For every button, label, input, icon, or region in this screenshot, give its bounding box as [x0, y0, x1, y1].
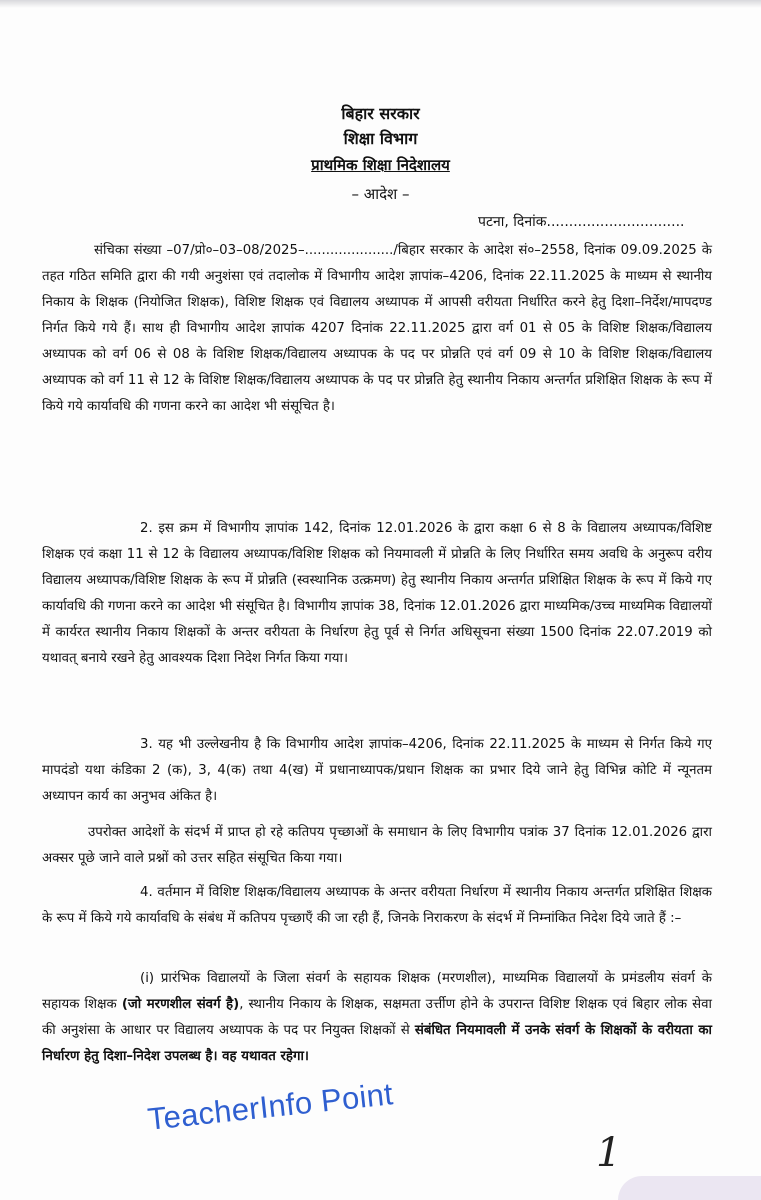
order-heading: – आदेश –	[351, 185, 410, 203]
paragraph-1: संचिका संख्या –07/प्रो०–03–08/2025–...................../बिहार सरकार के आदेश सं०–2558, दिनांक 09.09.2025 के तहत गठित समिति द्वारा की गयी अनुशंसा एवं तदालोक में विभागीय आदेश ज्ञापांक–4206, दिनांक 22.11.2025 के माध्यम से स्थानीय निकाय के शिक्षक (नियोजित शिक्षक), विशिष्ट शिक्षक एवं विद्यालय अध्यापक में आपसी वरीयता निर्धारित करने हेतु दिशा–निर्देश/मापदण्ड निर्गत किये गये हैं। साथ ही विभागीय आदेश ज्ञापांक 4207 दिनांक 22.11.2025 द्वारा वर्ग 01 से 05 के विशिष्ट शिक्षक/विद्यालय अध्यापक को वर्ग 06 से 08 के विशिष्ट शिक्षक/विद्यालय अध्यापक के पद पर प्रोन्नति एवं वर्ग 09 से 10 के विशिष्ट शिक्षक/विद्यालय अध्यापक को वर्ग 11 से 12 के विशिष्ट शिक्षक/विद्यालय अध्यापक के पद पर प्रोन्नति हेतु स्थानीय निकाय अन्तर्गत प्रशिक्षित शिक्षक के रूप में किये गये कार्यावधि की गणना करने का आदेश भी संसूचित है।	[42, 243, 712, 414]
paragraph-6-bold-conclusion: संबंधित नियमावली में उनके संवर्ग के शिक्षकों के वरीयता का निर्धारण हेतु दिशा–निदेश उपलब्ध है। वह यथावत रहेगा।	[42, 1023, 712, 1064]
paragraph-6-part-a: (i) प्रारंभिक विद्यालयों के जिला संवर्ग के सहायक शिक्षक (मरणशील), माध्यमिक विद्यालयों के प्रमंडलीय संवर्ग के सहायक शिक्षक	[42, 971, 712, 1012]
paragraph-6-part-c: , स्थानीय निकाय के शिक्षक, सक्षमता उर्त्तीण होने के उपरान्त विशिष्ट शिक्षक एवं बिहार लोक सेवा की अनुशंसा के आधार पर विद्यालय अध्यापक के पद पर नियुक्त शिक्षकों से	[42, 997, 712, 1038]
paragraph-2: 2. इस क्रम में विभागीय ज्ञापांक 142, दिनांक 12.01.2026 के द्वारा कक्षा 6 से 8 के विद्यालय अध्यापक/विशिष्ट शिक्षक एवं कक्षा 11 से 12 के विद्यालय अध्यापक/विशिष्ट शिक्षक को नियमावली में प्रोन्नति के लिए निर्धारित समय अवधि के अनुरूप वरीय विद्यालय अध्यापक/विशिष्ट शिक्षक के रूप में प्रोन्नति (स्वस्थानिक उत्क्रमण) हेतु स्थानीय निकाय अन्तर्गत प्रशिक्षित शिक्षक के रूप में किये गए कार्यावधि की गणना करने का आदेश भी संसूचित है। विभागीय ज्ञापांक 38, दिनांक 12.01.2026 द्वारा माध्यमिक/उच्च माध्यमिक विद्यालयों में कार्यरत स्थानीय निकाय शिक्षकों के अन्तर वरीयता के निर्धारण हेतु पूर्व से निर्गत अधिसूचना संख्या 1500 दिनांक 22.07.2019 को यथावत् बनाये रखने हेतु आवश्यक दिशा निदेश निर्गत किया गया।	[42, 521, 712, 666]
corner-overlay	[618, 1176, 761, 1200]
paragraph-6	[42, 966, 712, 1070]
paragraph-3: 3. यह भी उल्लेखनीय है कि विभागीय आदेश ज्ञापांक–4206, दिनांक 22.11.2025 के माध्यम से निर्गत किये गए मापदंडो यथा कंडिका 2 (क), 3, 4(क) तथा 4(ख) में प्रधानाध्यापक/प्रधान शिक्षक का प्रभार दिये जाने हेतु विभिन्न कोटि में न्यूनतम अध्यापन कार्य का अनुभव अंकित है।	[42, 737, 712, 804]
paragraph-5: 4. वर्तमान में विशिष्ट शिक्षक/विद्यालय अध्यापक के अन्तर वरीयता निर्धारण में स्थानीय निकाय अन्तर्गत प्रशिक्षित शिक्षक के रूप में किये गये कार्यावधि के संबंध में कतिपय पृच्छाएँ की जा रही हैं, जिनके निराकरण के संदर्भ में निम्नांकित निदेश दिये जाते हैं :–	[42, 885, 712, 926]
department-title: शिक्षा विभाग	[343, 129, 418, 148]
directorate-title: प्राथमिक शिक्षा निदेशालय	[311, 156, 450, 174]
paragraph-6-bold-note: (जो मरणशील संवर्ग है)	[121, 997, 240, 1012]
watermark: TeacherInfo Point	[146, 1076, 395, 1137]
page-top-shadow	[0, 0, 761, 8]
paragraph-4: उपरोक्त आदेशों के संदर्भ में प्राप्त हो रहे कतिपय पृच्छाओं के समाधान के लिए विभागीय पत्रांक 37 दिनांक 12.01.2026 द्वारा अक्सर पूछे जाने वाले प्रश्नों को उत्तर सहित संसूचित किया गया।	[42, 825, 712, 866]
page-number: 1	[596, 1130, 622, 1176]
place-date: पटना, दिनांक...............................	[478, 214, 685, 230]
govt-title: बिहार सरकार	[341, 104, 420, 123]
